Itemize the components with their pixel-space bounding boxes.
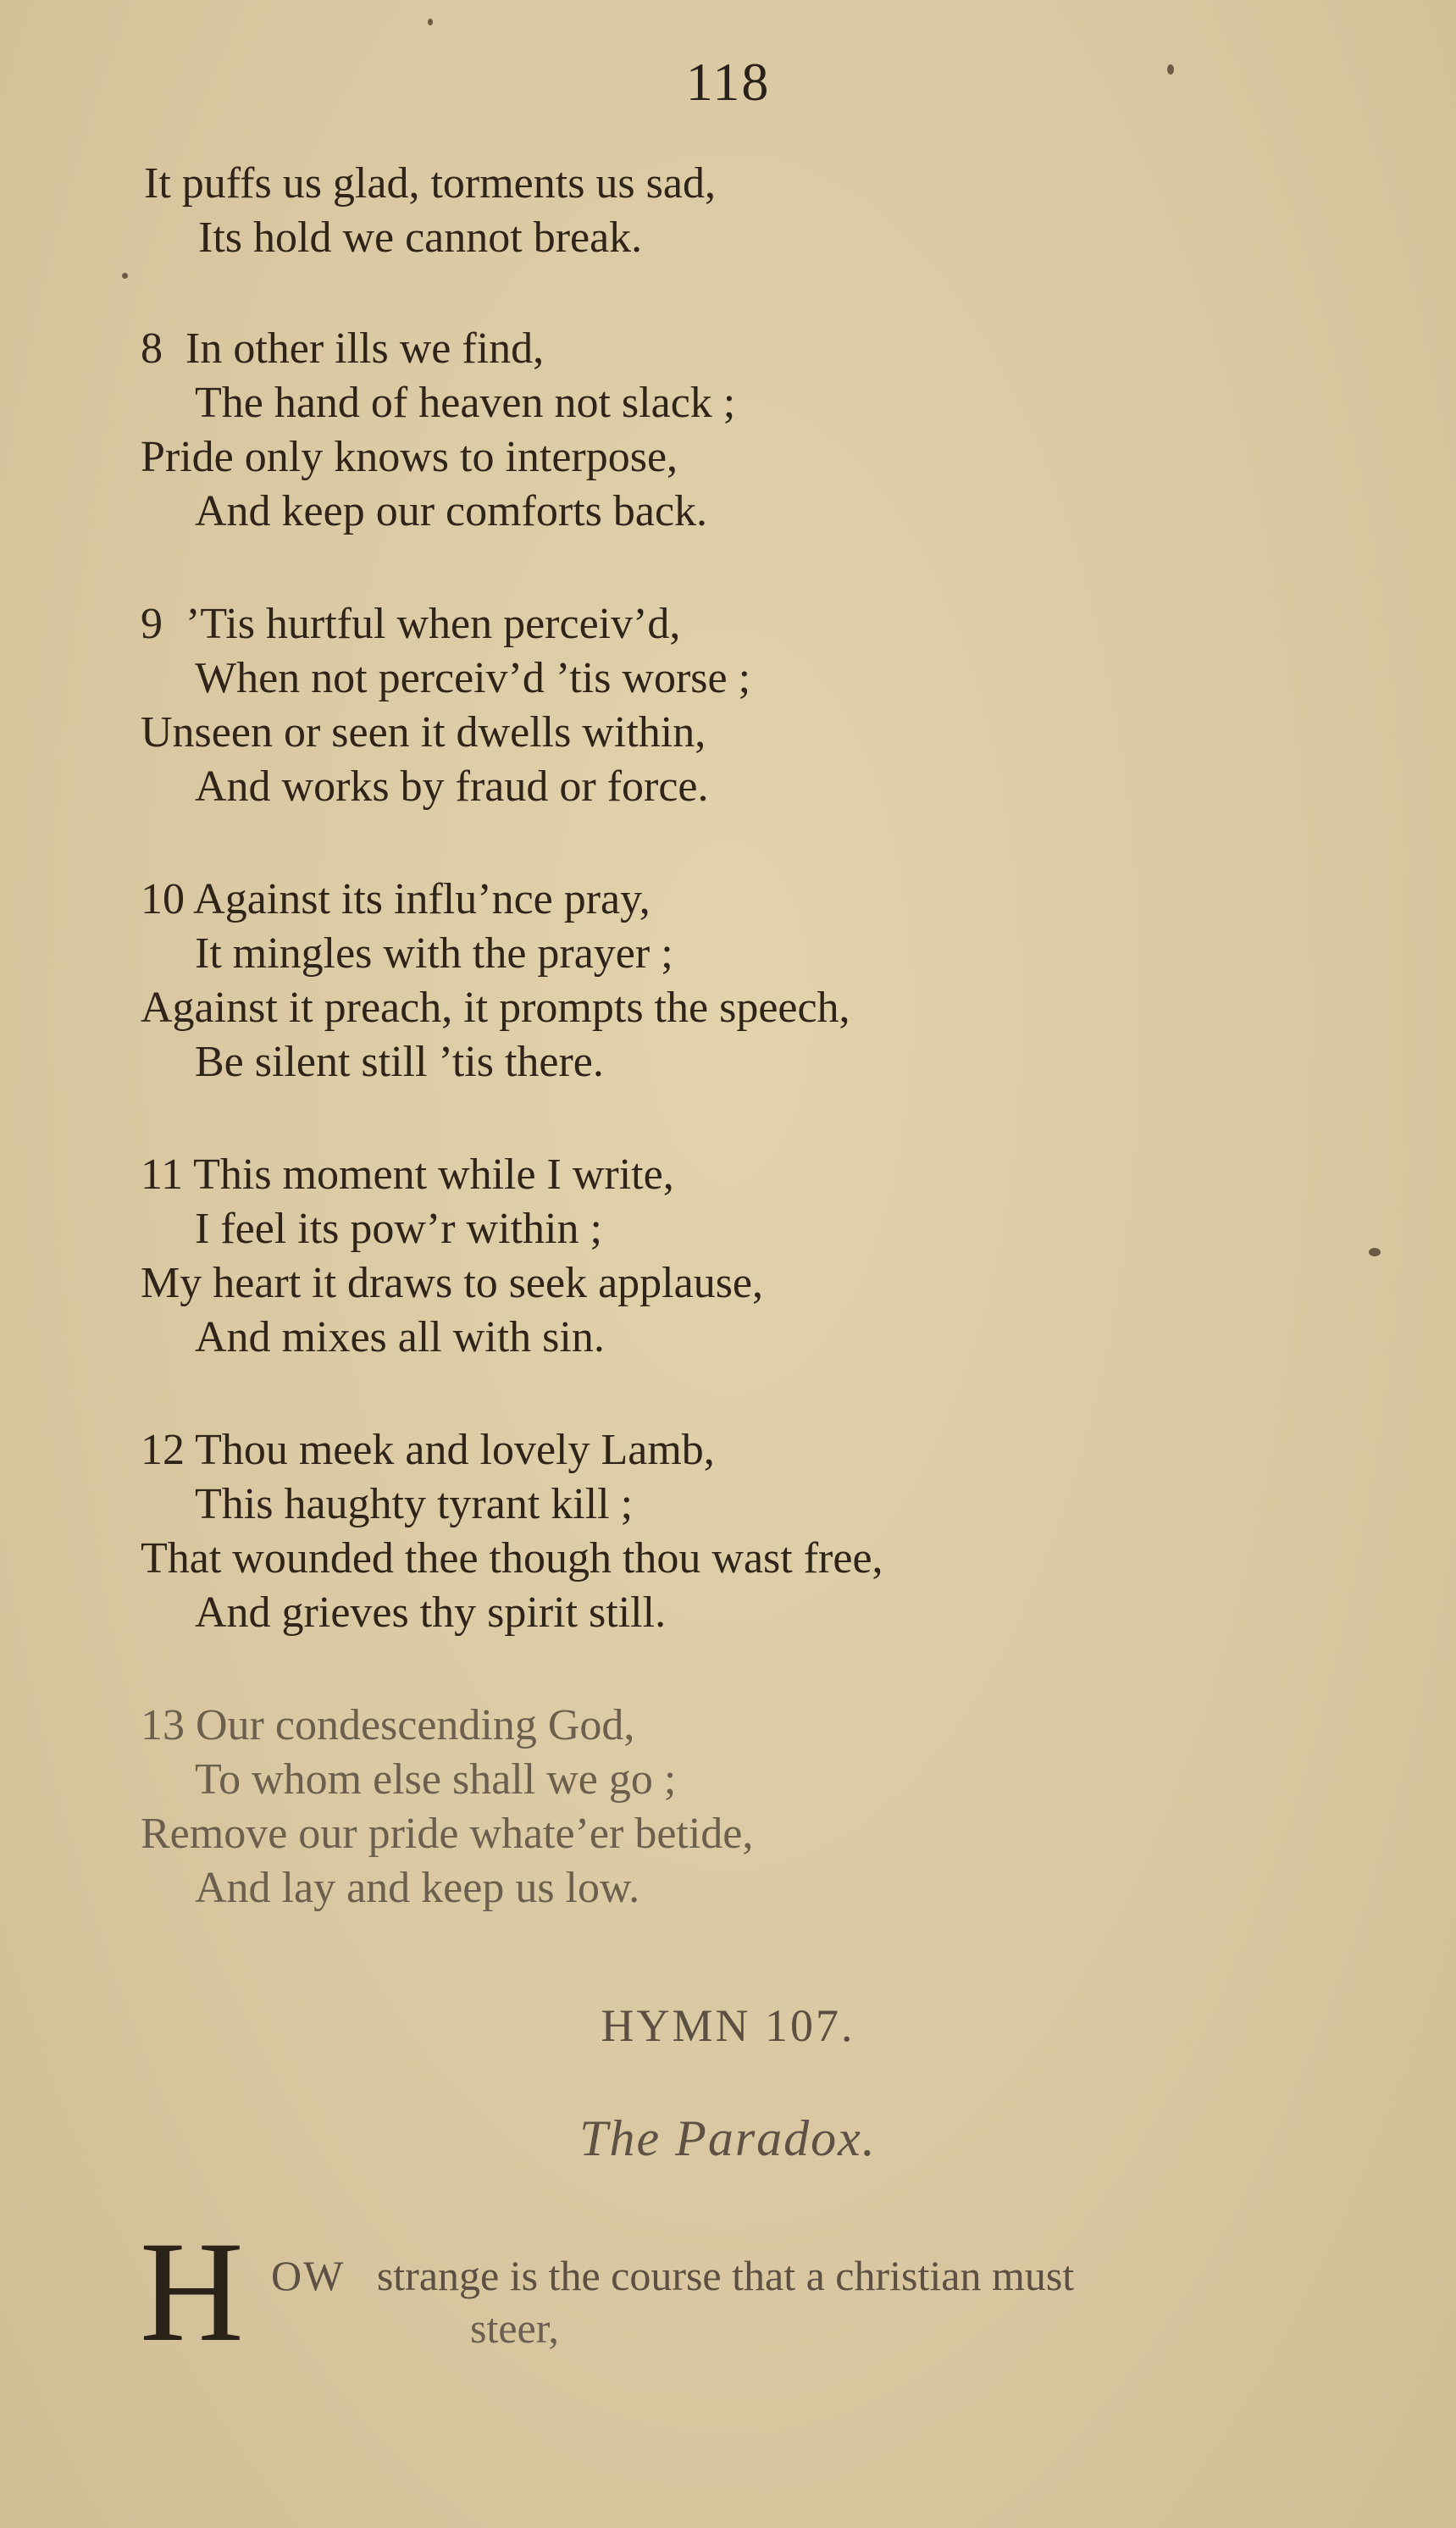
stanza-number: 12 [141, 1426, 185, 1474]
verse-line: To whom else shall we go ; [195, 1755, 677, 1804]
verse-line: It mingles with the prayer ; [195, 929, 673, 978]
verse-line: And mixes all with sin. [195, 1313, 605, 1361]
page-number: 118 [685, 52, 771, 112]
stanza-number: 11 [141, 1150, 184, 1199]
verse-line: And grieves thy spirit still. [195, 1588, 667, 1637]
paper-speck [428, 19, 433, 25]
stanza-10 [141, 873, 850, 1089]
verse-line: Our condescending God, [196, 1701, 635, 1749]
verse-line: When not perceiv’d ’tis worse ; [195, 654, 751, 702]
stanza-number: 8 [141, 324, 163, 373]
first-line-text: strange is the course that a christian must [376, 2252, 1075, 2299]
verse-line: ’Tis hurtful when perceiv’d, [185, 600, 681, 648]
verse-line: Unseen or seen it dwells within, [141, 708, 706, 757]
verse-line: In other ills we find, [185, 324, 545, 373]
hymn-second-line: steer, [470, 2304, 559, 2352]
verse-line: Against its influ’nce pray, [193, 875, 650, 923]
verse-line: Its hold we cannot break. [198, 213, 643, 262]
verse-line: This haughty tyrant kill ; [195, 1480, 634, 1528]
stanza-number: 10 [141, 875, 185, 923]
stanza-8 [141, 322, 735, 539]
verse-line: It puffs us glad, torments us sad, [144, 159, 716, 208]
verse-line: Thou meek and lovely Lamb, [195, 1426, 715, 1474]
stanza-12 [141, 1423, 883, 1640]
paper-speck [122, 273, 128, 279]
paper-speck [1369, 1248, 1381, 1256]
hymn-first-line [271, 2249, 1074, 2302]
verse-line: My heart it draws to seek applause, [141, 1259, 764, 1307]
hymn-title: HYMN 107. [601, 2000, 855, 2051]
stanza-fragment [144, 157, 716, 265]
verse-line: And lay and keep us low. [195, 1864, 640, 1912]
hymn-subtitle: The Paradox. [579, 2110, 877, 2166]
verse-line: And works by fraud or force. [195, 762, 709, 811]
verse-line: I feel its pow’r within ; [195, 1205, 602, 1253]
stanza-11 [141, 1148, 763, 1365]
verse-line: Be silent still ’tis there. [195, 1038, 604, 1086]
verse-line: And keep our comforts back. [195, 487, 708, 535]
stanza-number: 13 [141, 1701, 185, 1749]
drop-cap: H [140, 2212, 244, 2371]
stanza-13 [141, 1699, 753, 1915]
first-word-rest: OW [271, 2252, 346, 2299]
verse-line: Against it preach, it prompts the speech, [141, 984, 850, 1032]
verse-line: The hand of heaven not slack ; [195, 379, 736, 427]
paper-speck [1167, 64, 1174, 75]
stanza-number: 9 [141, 600, 163, 648]
verse-line: This moment while I write, [193, 1150, 674, 1199]
verse-line: Pride only knows to interpose, [141, 433, 678, 481]
verse-line: That wounded thee though thou wast free, [141, 1534, 883, 1583]
verse-line: Remove our pride whate’er betide, [141, 1810, 754, 1858]
stanza-9 [141, 597, 750, 814]
